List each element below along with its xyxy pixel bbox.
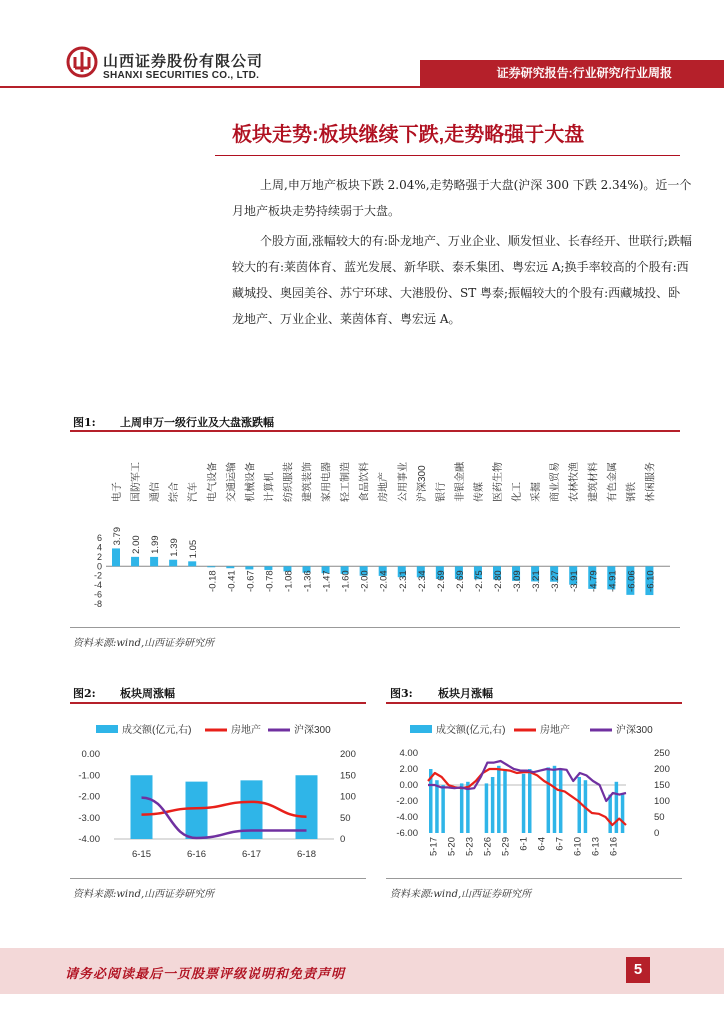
x-tick-label: 6-10 [572,837,584,857]
volume-bar [615,782,619,833]
x-tick-label: 5-29 [500,837,512,857]
legend-label: 房地产 [540,725,570,736]
category-label: 休闲服务 [645,462,657,502]
volume-bar [491,777,495,833]
bar [264,566,272,570]
legend-label: 沪深300 [616,725,653,736]
legend-swatch-volume [96,725,118,733]
bar [188,561,196,566]
category-label: 轻工制造 [340,462,352,502]
volume-bar [503,769,507,833]
hs300-line [428,761,626,801]
category-label: 农林牧渔 [569,462,581,502]
left-tick-label: 0.00 [399,780,418,791]
legend-label: 成交额(亿元,右) [436,725,506,736]
left-tick-label: -3.00 [78,812,100,824]
right-tick-label: 0 [654,828,660,839]
legend-label: 沪深300 [294,725,331,736]
volume-bar [497,766,501,833]
x-tick-label: 6-18 [296,849,317,860]
category-label: 医药生物 [493,462,504,502]
x-tick-label: 6-13 [590,837,602,857]
category-label: 国防军工 [131,462,143,502]
y-tick-label: 4 [96,542,102,553]
right-tick-label: 250 [654,748,670,759]
category-label: 电子 [112,482,123,502]
volume-bar [131,775,153,839]
company-name-en: SHANXI SECURITIES CO., LTD. [103,70,260,81]
value-label: 1.99 [150,535,162,554]
figure2-source: 资料来源:wind,山西证券研究所 [73,889,215,900]
value-label: -2.31 [397,570,409,592]
x-tick-label: 6-16 [186,849,207,860]
y-tick-label: 2 [96,551,102,562]
header-rule [0,86,724,88]
value-label: -1.08 [283,570,295,592]
figure1-bottom-rule [70,627,680,628]
figure3-bottom-rule [386,878,682,879]
value-label: -3.21 [531,570,543,592]
figure3-rule [386,702,682,704]
volume-bar [186,782,208,839]
left-tick-label: -4.00 [78,834,100,845]
value-label: -0.41 [226,570,238,592]
footer-disclaimer: 请务必阅读最后一页股票评级说明和免责声明 [65,967,346,982]
right-tick-label: 200 [654,764,670,775]
value-label: -3.09 [512,570,524,592]
category-label: 公用事业 [397,462,409,502]
right-tick-label: 50 [340,812,351,824]
right-tick-label: 100 [654,796,670,807]
page-number: 5 [626,957,650,983]
bar [150,557,158,566]
left-tick-label: -1.00 [78,770,100,782]
right-tick-label: 200 [340,749,356,760]
paragraph-2: 个股方面,涨幅较大的有:卧龙地产、万业企业、顺发恒业、长春经开、世联行;跌幅较大的有:莱茵体育、蓝光发展、新华联、泰禾集团、粤宏远 A;换手率较高的个股有:西藏城投、奥园美谷、苏宁环球、大港股份、ST 粤泰;振幅较大的个股有:西藏城投、卧龙地产、万业企业、莱茵体育、粤宏远 A。 [232,234,692,326]
volume-bar [435,780,439,833]
figure1-title: 上周申万一级行业及大盘涨跌幅 [120,416,274,429]
value-label: -0.18 [207,570,219,592]
logo-emblem-icon [66,46,98,78]
category-label: 建筑材料 [588,462,600,502]
bar [226,566,234,568]
left-tick-label: -6.00 [396,828,418,839]
value-label: -2.75 [473,570,485,592]
figure1-rule [70,430,680,432]
category-label: 房地产 [378,472,390,502]
category-label: 食品饮料 [359,462,371,502]
hs300-line [142,798,307,838]
figure1-source: 资料来源:wind,山西证券研究所 [73,638,215,649]
value-label: -0.78 [264,570,276,592]
right-tick-label: 150 [654,780,670,791]
value-label: -1.36 [302,570,314,592]
value-label: -6.10 [645,570,657,592]
x-tick-label: 6-4 [536,837,548,851]
figure3-source: 资料来源:wind,山西证券研究所 [390,889,532,900]
bar [169,560,177,567]
y-tick-label: -8 [93,599,102,609]
figure1-chart [70,434,682,630]
category-label: 化工 [512,482,524,502]
volume-bar [621,793,625,833]
category-label: 建筑装饰 [302,462,314,502]
company-name-cn: 山西证券股份有限公司 [103,53,264,70]
figure2-chart [70,705,368,877]
value-label: 2.00 [131,535,143,554]
value-label: -1.60 [340,570,352,592]
figure3-title: 板块月涨幅 [438,687,493,700]
volume-bar [460,783,464,833]
value-label: -3.27 [550,570,562,592]
category-label: 交通运输 [226,462,238,502]
right-tick-label: 0 [340,834,346,845]
volume-bar [485,783,489,833]
category-label: 有色金属 [607,462,619,502]
right-tick-label: 150 [340,770,356,782]
y-tick-label: -4 [93,580,102,591]
value-label: -6.06 [626,570,638,592]
x-tick-label: 6-15 [131,849,152,860]
category-label: 汽车 [188,482,200,502]
category-label: 传媒 [473,482,485,502]
category-label: 综合 [169,482,181,502]
value-label: -1.47 [321,570,333,592]
y-tick-label: -2 [93,570,102,581]
volume-bar [553,766,557,833]
left-tick-label: -2.00 [396,796,418,807]
right-tick-label: 50 [654,812,665,823]
left-tick-label: 4.00 [399,748,418,759]
title-rule [215,155,680,156]
value-label: -2.80 [493,570,504,592]
x-tick-label: 6-7 [554,837,566,851]
volume-bar [528,769,532,833]
report-type-band [420,60,724,86]
value-label: -2.34 [416,570,428,592]
x-tick-label: 5-26 [482,837,494,857]
category-label: 家用电器 [321,462,333,502]
value-label: -3.91 [569,570,581,592]
value-label: -4.91 [607,570,619,592]
body-text [232,172,692,332]
paragraph-1: 上周,申万地产板块下跌 2.04%,走势略强于大盘(沪深 300 下跌 2.34%)。近一个月地产板块走势持续弱于大盘。 [232,178,692,218]
volume-bar [547,767,551,833]
y-tick-label: 0 [96,561,102,572]
legend-label: 房地产 [231,725,261,736]
left-tick-label: -2.00 [78,791,100,803]
report-type: 证券研究报告:行业研究/行业周报 [496,66,672,80]
figure2-title: 板块周涨幅 [120,687,175,700]
bar [207,566,215,567]
category-label: 机械设备 [245,462,257,502]
category-label: 通信 [150,482,162,502]
legend-label: 成交额(亿元,右) [122,725,192,736]
bar [245,566,253,569]
volume-bar [559,769,563,833]
volume-bar [522,774,526,833]
value-label: -2.69 [435,570,447,592]
left-tick-label: 2.00 [399,764,418,775]
y-tick-label: -6 [93,589,102,600]
company-logo [66,46,98,78]
x-tick-label: 5-17 [428,837,440,857]
section-title: 板块走势:板块继续下跌,走势略强于大盘 [232,124,585,146]
y-tick-label: 6 [96,533,102,543]
value-label: -2.00 [359,570,371,592]
category-label: 电气设备 [207,462,219,502]
category-label: 钢铁 [626,482,638,502]
x-tick-label: 6-1 [518,837,530,851]
x-tick-label: 6-17 [241,849,262,860]
x-tick-label: 6-16 [608,837,620,857]
value-label: -2.04 [378,570,390,592]
value-label: -0.67 [245,570,257,592]
realestate-line [428,769,626,825]
category-label: 商业贸易 [550,462,562,502]
left-tick-label: 0.00 [81,749,100,760]
figure2-rule [70,702,366,704]
volume-bar [608,795,612,833]
category-label: 非银金融 [454,462,466,502]
value-label: 1.39 [169,538,181,557]
category-label: 计算机 [264,472,276,502]
right-tick-label: 100 [340,791,356,803]
x-tick-label: 5-23 [464,837,476,857]
legend-swatch-volume [410,725,432,733]
value-label: 1.05 [188,539,200,559]
category-label: 银行 [435,482,447,502]
volume-bar [441,785,445,833]
value-label: -2.69 [454,570,466,592]
volume-bar [578,777,582,833]
value-label: 3.79 [112,526,123,546]
left-tick-label: -4.00 [396,812,418,823]
figure3-label: 图3: [390,687,413,700]
value-label: -4.79 [588,570,600,592]
bar [112,548,120,566]
figure2-bottom-rule [70,878,366,879]
figure1-label: 图1: [73,416,96,429]
category-label: 采掘 [531,482,543,502]
category-label: 沪深300 [416,465,428,502]
category-label: 纺织服装 [283,462,295,502]
bar [131,557,139,566]
figure3-chart [386,705,684,877]
x-tick-label: 5-20 [446,837,458,857]
figure2-label: 图2: [73,687,96,700]
